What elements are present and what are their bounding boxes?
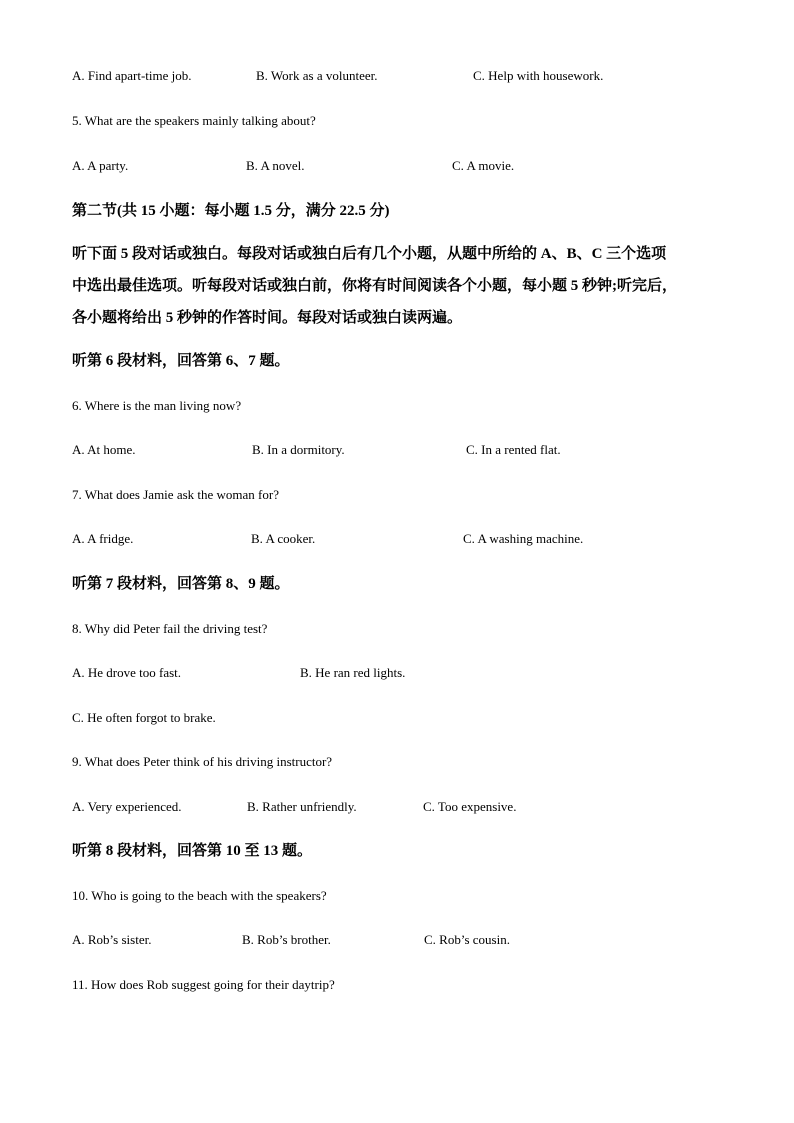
q4-option-a: A. Find apart-time job. xyxy=(72,68,192,83)
q5-option-b: B. A novel. xyxy=(246,158,305,173)
instruction-line-1: 听下面 5 段对话或独白。每段对话或独白后有几个小题，从题中所给的 A、B、C 三个选项 xyxy=(72,246,667,262)
q9-stem: 9. What does Peter think of his driving instructor? xyxy=(72,754,333,769)
q6-stem: 6. Where is the man living now? xyxy=(72,398,242,413)
material-6-heading: 听第 6 段材料，回答第 6、7 题。 xyxy=(72,353,290,369)
q7-option-c: C. A washing machine. xyxy=(463,531,584,546)
q10-option-b: B. Rob’s brother. xyxy=(242,932,331,947)
q5-stem: 5. What are the speakers mainly talking about? xyxy=(72,113,316,128)
q5-option-a: A. A party. xyxy=(72,158,129,173)
instruction-line-2: 中选出最佳选项。听每段对话或独白前，你将有时间阅读各个小题，每小题 5 秒钟;听完后， xyxy=(72,278,677,294)
q8-option-a: A. He drove too fast. xyxy=(72,665,182,680)
instruction-line-3: 各小题将给出 5 秒钟的作答时间。每段对话或独白读两遍。 xyxy=(72,310,463,326)
material-7-heading: 听第 7 段材料，回答第 8、9 题。 xyxy=(72,576,290,592)
q6-option-b: B. In a dormitory. xyxy=(252,442,345,457)
q10-stem: 10. Who is going to the beach with the speakers? xyxy=(72,888,327,903)
q7-option-b: B. A cooker. xyxy=(251,531,316,546)
q8-option-b: B. He ran red lights. xyxy=(300,665,406,680)
q4-option-c: C. Help with housework. xyxy=(473,68,604,83)
q6-option-a: A. At home. xyxy=(72,442,136,457)
q8-stem: 8. Why did Peter fail the driving test? xyxy=(72,621,268,636)
q9-option-a: A. Very experienced. xyxy=(72,799,182,814)
q7-stem: 7. What does Jamie ask the woman for? xyxy=(72,487,279,502)
section2-title: 第二节(共 15 小题：每小题 1.5 分，满分 22.5 分) xyxy=(72,203,390,219)
q5-option-c: C. A movie. xyxy=(452,158,515,173)
section2-instructions xyxy=(72,238,722,334)
material-8-heading: 听第 8 段材料，回答第 10 至 13 题。 xyxy=(72,843,313,859)
q4-option-b: B. Work as a volunteer. xyxy=(256,68,378,83)
q10-option-a: A. Rob’s sister. xyxy=(72,932,152,947)
q11-stem: 11. How does Rob suggest going for their daytrip? xyxy=(72,977,335,992)
q6-option-c: C. In a rented flat. xyxy=(466,442,561,457)
q9-option-c: C. Too expensive. xyxy=(423,799,517,814)
q10-option-c: C. Rob’s cousin. xyxy=(424,932,510,947)
q8-option-c: C. He often forgot to brake. xyxy=(72,710,216,725)
q9-option-b: B. Rather unfriendly. xyxy=(247,799,357,814)
q7-option-a: A. A fridge. xyxy=(72,531,134,546)
